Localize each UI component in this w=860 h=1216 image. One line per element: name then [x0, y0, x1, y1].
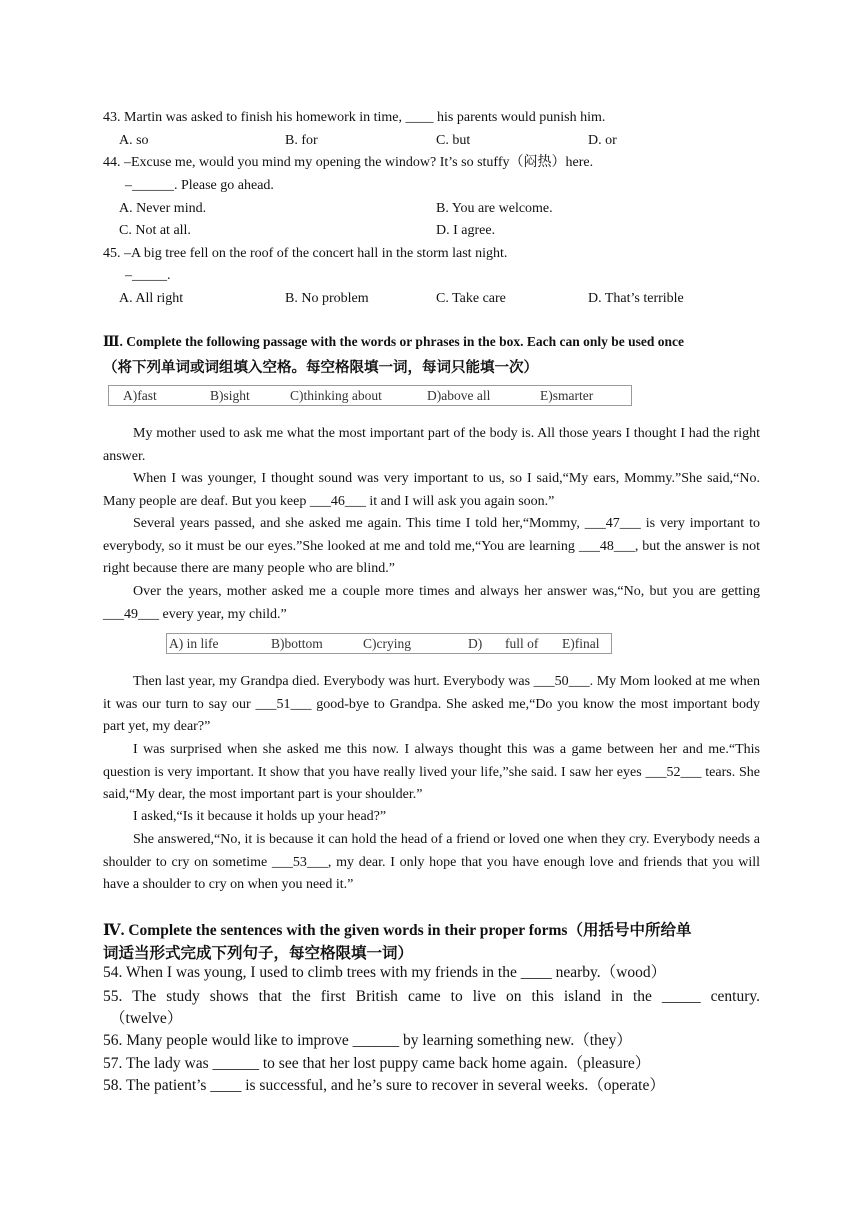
section-4-title-cn: 词适当形式完成下列句子，每空格限填一词） — [103, 945, 414, 962]
word-box-2-option-c: C)crying — [363, 636, 411, 651]
word-box-2-option-a: A) in life — [169, 636, 219, 651]
question-45-reply: –_____. — [125, 268, 171, 283]
word-box-2 — [166, 633, 612, 654]
word-box-1-option-e: E)smarter — [540, 388, 594, 403]
passage-paragraph-6: I was surprised when she asked me this now. I always thought this was a game between her and me.“This question is very important. It show that you have really lived your life,”she said. I saw her eyes ___52___ tears. She said,“My dear, the most important part is your shoulder.” — [103, 742, 760, 802]
question-44-option-c: C. Not at all. — [119, 223, 191, 238]
passage-paragraph-2: When I was younger, I thought sound was very important to us, so I said,“My ears, Mommy.”She said,“No. Many people are deaf. But you keep ___46___ it and I will ask you again soon.” — [103, 471, 760, 509]
question-43-option-b: B. for — [285, 133, 318, 148]
word-box-1 — [108, 385, 632, 406]
passage-paragraph-1: My mother used to ask me what the most important part of the body is. All those years I thought I had the right answer. — [103, 426, 760, 464]
passage-paragraph-8: She answered,“No, it is because it can hold the head of a friend or loved one when they cry. Everybody needs a shoulder to cry on sometime ___53___, my dear. I only hope that you have enough love and friends that you will have a shoulder to cry on when you need it.” — [103, 832, 760, 892]
word-box-2-option-d-label: D) — [468, 636, 483, 651]
question-45-option-d: D. That’s terrible — [588, 291, 684, 306]
question-45-option-b: B. No problem — [285, 291, 369, 306]
word-box-1-option-d: D)above all — [427, 388, 491, 403]
passage-paragraph-7: I asked,“Is it because it holds up your head?” — [133, 809, 387, 824]
question-43-option-c: C. but — [436, 133, 471, 148]
question-44-stem: 44. –Excuse me, would you mind my opening the window? It’s so stuffy（闷热）here. — [103, 155, 594, 170]
section-4-title: Ⅳ. Complete the sentences with the given words in their proper forms（用括号中所给单 — [103, 922, 692, 939]
passage-paragraph-4: Over the years, mother asked me a couple more times and always her answer was,“No, but you are getting ___49___ every year, my child.” — [103, 584, 760, 622]
question-56: 56. Many people would like to improve ______ by learning something new.（they） — [103, 1032, 632, 1049]
question-44-option-b: B. You are welcome. — [436, 201, 553, 216]
section-3-title: Ⅲ. Complete the following passage with the words or phrases in the box. Each can only be used once — [103, 334, 684, 349]
question-44-reply: –______. Please go ahead. — [125, 178, 274, 193]
question-43-option-a: A. so — [119, 133, 149, 148]
word-box-2-option-d: full of — [505, 636, 539, 651]
passage-paragraph-3: Several years passed, and she asked me again. This time I told her,“Mommy, ___47___ is very important to everybody, so it must be our eyes.”She looked at me and told me,“You are learning ___48___, but the answer is not right because there are many people who are blind.” — [103, 516, 760, 576]
section-3-title-cn: （将下列单词或词组填入空格。每空格限填一词，每词只能填一次） — [103, 360, 538, 376]
word-box-2-option-b: B)bottom — [271, 636, 323, 651]
question-55-hint: （twelve） — [110, 1010, 183, 1027]
question-43-stem: 43. Martin was asked to finish his homework in time, ____ his parents would punish him. — [103, 110, 606, 125]
question-43-option-d: D. or — [588, 133, 617, 148]
question-55: 55. The study shows that the first British came to live on this island in the _____ century. — [103, 988, 760, 1005]
question-58: 58. The patient’s ____ is successful, and he’s sure to recover in several weeks.（operate） — [103, 1077, 665, 1094]
passage-paragraph-5: Then last year, my Grandpa died. Everybody was hurt. Everybody was ___50___. My Mom looked at me when it was our turn to say our ___51___ good-bye to Grandpa. She asked me,“Do you know the most important body part yet, my dear?” — [103, 674, 760, 734]
question-45-option-c: C. Take care — [436, 291, 506, 306]
word-box-1-option-a: A)fast — [123, 388, 157, 403]
question-54: 54. When I was young, I used to climb trees with my friends in the ____ nearby.（wood） — [103, 964, 667, 981]
question-45-stem: 45. –A big tree fell on the roof of the concert hall in the storm last night. — [103, 246, 508, 261]
word-box-1-option-c: C)thinking about — [290, 388, 382, 403]
question-44-option-a: A. Never mind. — [119, 201, 207, 216]
question-57: 57. The lady was ______ to see that her lost puppy came back home again.（pleasure） — [103, 1055, 651, 1072]
question-44-option-d: D. I agree. — [436, 223, 496, 238]
question-45-option-a: A. All right — [119, 291, 184, 306]
word-box-1-option-b: B)sight — [210, 388, 250, 403]
word-box-2-option-e: E)final — [562, 636, 600, 651]
